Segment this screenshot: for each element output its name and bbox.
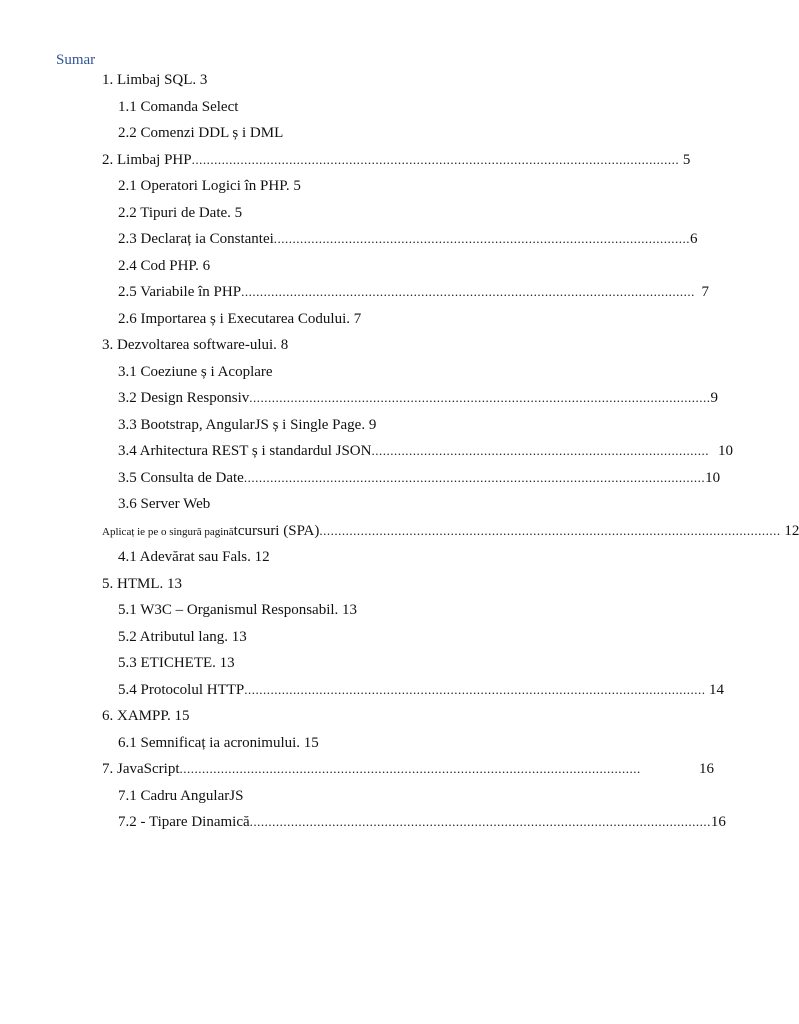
toc-entry-page-number: 3	[196, 72, 208, 88]
toc-entry-label: 3.6 Server Web	[118, 496, 211, 512]
toc-entry-page-number: 10	[718, 443, 733, 459]
toc-entry-label: 2.1 Operatori Logici în PHP.	[118, 178, 290, 194]
toc-entry-leader: ...............................................................................................................	[273, 231, 691, 246]
toc-entry-page-number: 13	[228, 628, 247, 645]
toc-entry-leader: ...........................................................................................................................	[249, 814, 711, 829]
toc-entry-line	[118, 226, 698, 253]
toc-entry-page-number: 9	[365, 416, 377, 433]
toc-entry-page-number: 5	[679, 151, 691, 168]
toc-entry[interactable]	[0, 571, 768, 598]
toc-entry-label: 7.2 - Tipare Dinamică	[118, 814, 250, 830]
toc-entry[interactable]	[0, 279, 768, 306]
toc-entry-line	[118, 491, 210, 518]
toc-entry-page-number: 13	[215, 655, 235, 671]
toc-entry[interactable]	[0, 544, 768, 571]
toc-entry-label: 1. Limbaj SQL.	[102, 72, 197, 88]
toc-entry-page-number: 6	[198, 257, 211, 274]
toc-entry[interactable]	[0, 306, 768, 333]
toc-entry-page-number: 6	[690, 231, 698, 247]
toc-entry-label: 2.2 Tipuri de Date.	[118, 204, 231, 221]
toc-entry-leader: ...........................................................................................................................	[179, 761, 641, 776]
toc-entry[interactable]	[0, 94, 768, 121]
toc-entry-leader: ..........................................................................................	[371, 443, 709, 458]
toc-entry-line	[102, 518, 799, 546]
toc-entry-page-number: 13	[338, 602, 358, 618]
toc-entry-page-number: 5	[230, 204, 243, 221]
toc-entry[interactable]	[0, 120, 768, 147]
toc-entry-label: 5.2 Atributul lang.	[118, 628, 228, 645]
toc-entry[interactable]	[0, 359, 768, 386]
toc-entry-line	[118, 385, 718, 412]
toc-entry-line	[102, 67, 207, 94]
toc-entry-leader: ...........................................................................................................................	[244, 681, 706, 697]
toc-entry-page-number: 8	[276, 337, 289, 353]
toc-entry-label: 3.5 Consulta de Date	[118, 469, 244, 486]
toc-entry-line	[118, 120, 283, 147]
toc-entry-line	[118, 730, 319, 757]
toc-entry[interactable]	[0, 226, 768, 253]
toc-entry-label: 3. Dezvoltarea software-ului.	[102, 337, 277, 353]
toc-entry-leader: ...........................................................................................................................	[243, 469, 706, 485]
toc-entry-line	[102, 703, 190, 730]
toc-entry-line	[118, 412, 376, 439]
toc-entry[interactable]	[0, 465, 768, 492]
toc-entry-line	[118, 438, 733, 465]
toc-entry-label: 7.1 Cadru AngularJS	[118, 787, 244, 804]
toc-entry[interactable]	[0, 783, 768, 810]
toc-entry-label: 5.4 Protocolul HTTP	[118, 681, 245, 698]
toc-entry-page-number: 10	[705, 469, 721, 486]
toc-entry[interactable]	[0, 730, 768, 757]
toc-entry-label: 3.1 Coeziune ș i Acoplare	[118, 363, 273, 380]
toc-entry-page-number: 15	[300, 734, 319, 751]
toc-entry-line	[118, 359, 273, 386]
toc-list	[0, 67, 799, 836]
toc-entry[interactable]	[0, 332, 768, 359]
toc-entry[interactable]	[0, 624, 768, 651]
toc-entry-line	[118, 783, 243, 810]
toc-entry-line	[118, 544, 270, 571]
toc-entry-page-number: 15	[170, 708, 190, 724]
toc-entry-label: 3.4 Arhitectura REST ș i standardul JSON	[118, 443, 372, 459]
toc-entry-label: 2. Limbaj PHP	[102, 151, 192, 168]
toc-entry-leader: .........................................................................................................................	[241, 284, 695, 299]
toc-entry-line	[118, 173, 301, 200]
toc-entry-leader: ..................................................................................................................................	[191, 151, 680, 167]
toc-entry-page-number: 7	[350, 310, 362, 327]
toc-entry-page-number: 16	[695, 761, 714, 777]
toc-entry[interactable]	[0, 677, 768, 704]
toc-entry[interactable]	[0, 518, 799, 545]
toc-entry-label: 6.1 Semnificaț ia acronimului.	[118, 734, 301, 751]
toc-title: Sumar	[56, 52, 96, 68]
toc-entry-label: 2.6 Importarea ș i Executarea Codului.	[118, 310, 351, 327]
toc-entry[interactable]	[0, 491, 768, 518]
toc-entry-label: 3.3 Bootstrap, AngularJS ș i Single Page.	[118, 416, 366, 433]
toc-entry[interactable]	[0, 438, 768, 465]
toc-entry-line	[118, 306, 361, 333]
toc-entry-page-number: 9	[710, 390, 718, 406]
toc-entry-page-number: 12	[780, 522, 799, 539]
toc-entry[interactable]	[0, 253, 768, 280]
toc-entry-line	[118, 465, 721, 492]
toc-entry[interactable]	[0, 650, 768, 677]
toc-entry[interactable]	[0, 703, 768, 730]
toc-entry-label: 2.5 Variabile în PHP	[118, 284, 242, 300]
toc-entry-leader: ...........................................................................................................................	[249, 390, 711, 405]
toc-entry-label: 2.2 Comenzi DDL ș i DML	[118, 125, 284, 141]
toc-entry-line	[118, 597, 357, 624]
toc-entry[interactable]	[0, 200, 768, 227]
toc-entry-label: 3.2 Design Responsiv	[118, 390, 250, 406]
toc-entry-line	[102, 571, 182, 598]
toc-entry-label: tcursuri (SPA)	[233, 522, 320, 539]
toc-entry-label: 5. HTML.	[102, 575, 164, 592]
toc-entry-label: 4.1 Adevărat sau Fals.	[118, 549, 251, 565]
toc-entry-line	[102, 147, 691, 174]
toc-entry-label: 2.3 Declaraț ia Constantei	[118, 231, 274, 247]
toc-entry-line	[118, 677, 724, 704]
toc-entry-label: 7. JavaScript	[102, 761, 180, 777]
toc-entry-line	[118, 279, 709, 306]
toc-entry-line	[118, 624, 247, 651]
toc-entry-page-number: 12	[250, 549, 270, 565]
toc-entry-label: 1.1 Comanda Select	[118, 98, 239, 115]
toc-entry-label: 5.3 ETICHETE.	[118, 655, 216, 671]
toc-entry[interactable]	[0, 67, 768, 94]
toc-entry[interactable]	[0, 809, 768, 836]
toc-entry-label: 6. XAMPP.	[102, 708, 171, 724]
toc-entry[interactable]	[0, 147, 768, 174]
toc-entry-page-number: 14	[709, 681, 724, 698]
toc-entry-page-number: 5	[289, 178, 301, 194]
toc-entry-leader: ...........................................................................................................................	[319, 522, 781, 538]
toc-entry-line	[118, 809, 726, 836]
toc-entry-page-number: 7	[701, 284, 709, 300]
toc-entry-line	[118, 650, 235, 677]
toc-entry-label: 5.1 W3C – Organismul Responsabil.	[118, 602, 339, 618]
toc-entry[interactable]	[0, 756, 768, 783]
toc-entry-line	[118, 200, 242, 227]
toc-entry[interactable]	[0, 173, 768, 200]
toc-entry-page-number: 13	[163, 575, 182, 592]
toc-entry-label-prefix: Aplicaț ie pe o singură pagină	[102, 525, 234, 538]
toc-entry-line	[118, 94, 238, 121]
toc-entry[interactable]	[0, 412, 768, 439]
toc-entry-page-number: 16	[710, 814, 726, 830]
toc-entry-label: 2.4 Cod PHP.	[118, 257, 199, 274]
toc-entry-line	[102, 756, 714, 783]
toc-entry-line	[102, 332, 288, 359]
toc-entry[interactable]	[0, 385, 768, 412]
toc-entry-line	[118, 253, 210, 280]
toc-entry[interactable]	[0, 597, 768, 624]
